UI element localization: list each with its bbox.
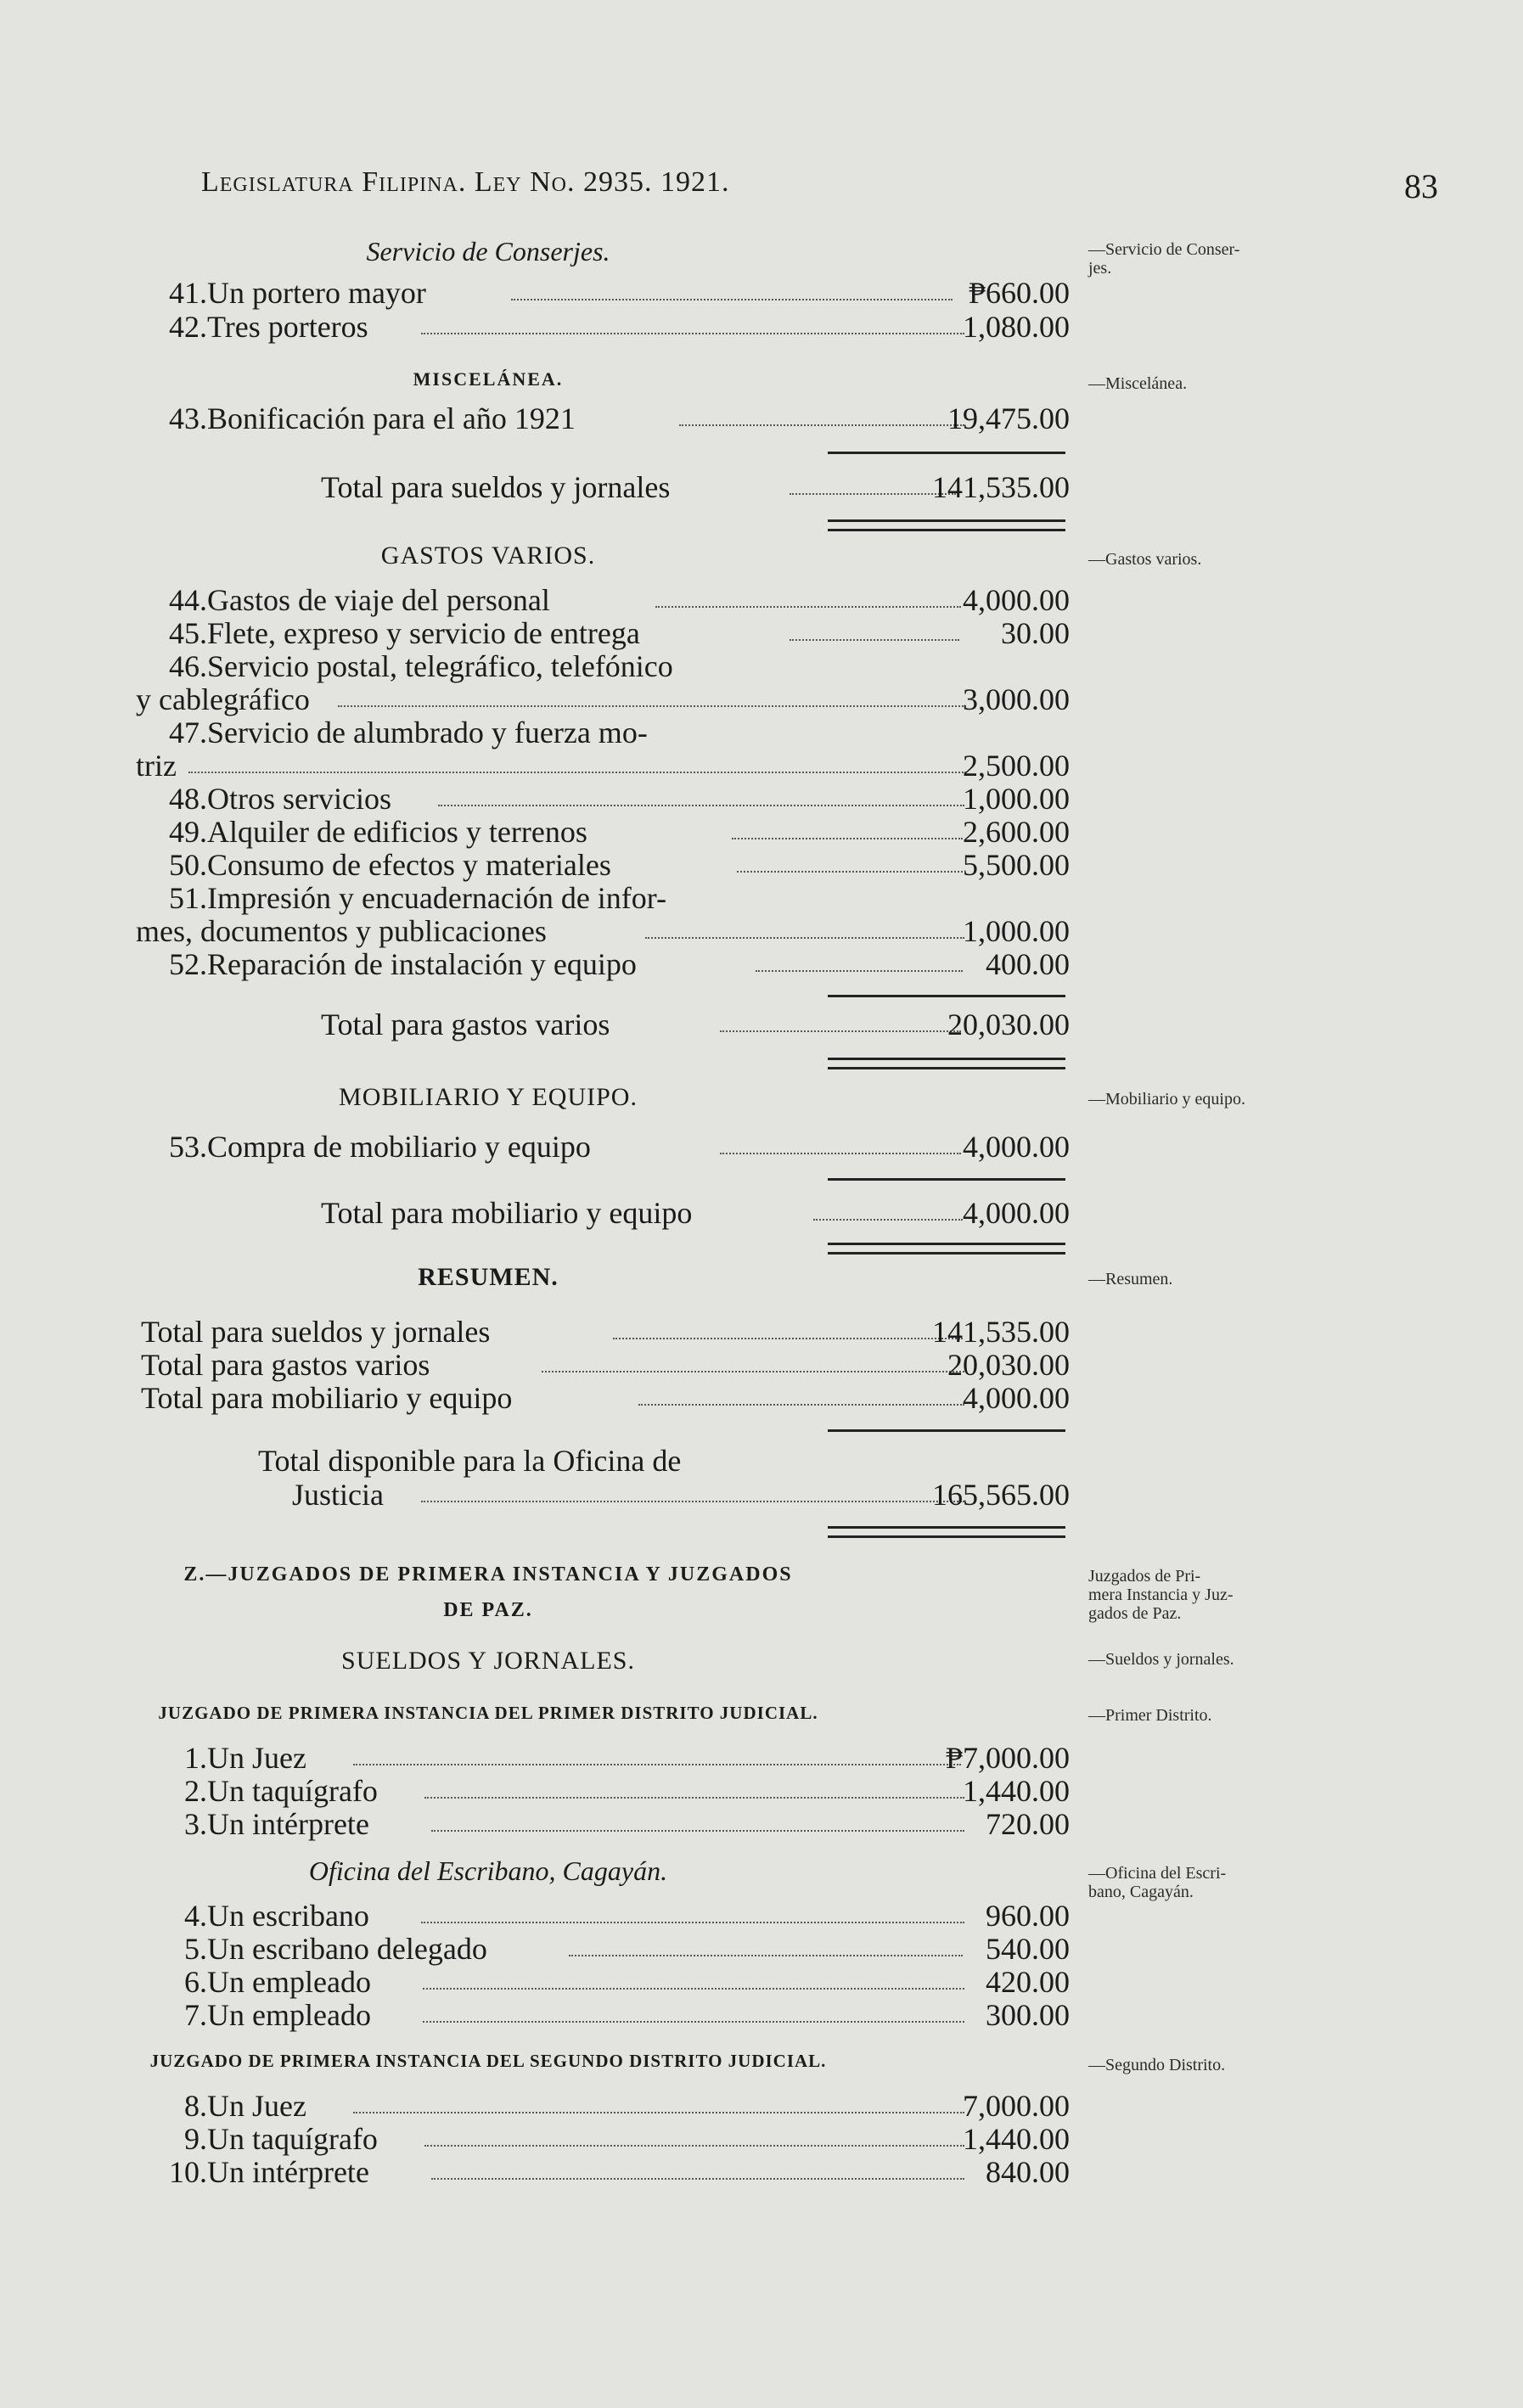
margin-note-resumen: —Resumen. — [1088, 1270, 1173, 1288]
section-title-resumen: RESUMEN. — [418, 1263, 559, 1291]
item-row-51-cont: mes, documentos y publicaciones 1,000.00 — [136, 914, 1070, 948]
item-row-44: 44. Gastos de viaje del personal 4,000.00 — [169, 583, 1070, 617]
item-row-3: 3. Un intérprete 720.00 — [184, 1807, 1070, 1841]
item-row-5: 5. Un escribano delegado 540.00 — [184, 1932, 1070, 1966]
running-header: Legislatura Filipina. Ley No. 2935. 1921. — [201, 166, 730, 198]
item-row-45: 45. Flete, expreso y servicio de entrega 30.00 — [169, 616, 1070, 650]
section-title-escribano: Oficina del Escribano, Cagayán. — [308, 1855, 668, 1886]
section-title-primer-distrito: JUZGADO DE PRIMERA INSTANCIA DEL PRIMER DISTRITO JUDICIAL. — [158, 1703, 818, 1723]
double-rule — [828, 1058, 1065, 1069]
total-row-sueldos: Total para sueldos y jornales 141,535.00 — [321, 470, 1070, 504]
page-number: 83 — [1404, 167, 1438, 205]
sum-rule — [828, 452, 1065, 454]
item-row-47-cont: triz 2,500.00 — [136, 749, 1070, 783]
item-row-52: 52. Reparación de instalación y equipo 400.00 — [169, 947, 1070, 981]
margin-note-sueldos: —Sueldos y jornales. — [1088, 1650, 1234, 1669]
resumen-row-mobiliario: Total para mobiliario y equipo 4,000.00 — [141, 1381, 1070, 1415]
section-title-miscelanea: MISCELÁNEA. — [413, 368, 564, 390]
section-title-juzgados-1: Z.—JUZGADOS DE PRIMERA INSTANCIA Y JUZGADOS — [183, 1563, 793, 1586]
item-row-10: 10. Un intérprete 840.00 — [169, 2155, 1070, 2189]
section-title-conserjes: Servicio de Conserjes. — [366, 236, 610, 267]
margin-note-conserjes: —Servicio de Conser- jes. — [1088, 240, 1240, 278]
total-row-mobiliario: Total para mobiliario y equipo 4,000.00 — [321, 1196, 1070, 1230]
item-row-6: 6. Un empleado 420.00 — [184, 1965, 1070, 1999]
item-row-1: 1. Un Juez ₱7,000.00 — [184, 1741, 1070, 1775]
item-row-51: 51. Impresión y encuadernación de infor- — [169, 881, 667, 915]
resumen-row-sueldos: Total para sueldos y jornales 141,535.00 — [141, 1315, 1070, 1349]
sum-rule — [828, 1429, 1065, 1432]
item-row-4: 4. Un escribano 960.00 — [184, 1899, 1070, 1933]
item-row-41: 41. Un portero mayor ₱660.00 — [169, 276, 1070, 310]
item-row-2: 2. Un taquígrafo 1,440.00 — [184, 1774, 1070, 1808]
item-row-9: 9. Un taquígrafo 1,440.00 — [184, 2122, 1070, 2156]
grand-total-line-2: Justicia 165,565.00 — [292, 1478, 1070, 1512]
item-row-49: 49. Alquiler de edificios y terrenos 2,600.00 — [169, 815, 1070, 849]
section-title-mobiliario: MOBILIARIO Y EQUIPO. — [339, 1083, 638, 1111]
item-row-50: 50. Consumo de efectos y materiales 5,500.00 — [169, 848, 1070, 882]
grand-total-line-1: Total disponible para la Oficina de — [258, 1444, 682, 1478]
double-rule — [828, 519, 1065, 531]
margin-note-juzgados: Juzgados de Pri- mera Instancia y Juz- gados de Paz. — [1088, 1567, 1234, 1623]
sum-rule — [828, 1178, 1065, 1181]
margin-note-mobiliario: —Mobiliario y equipo. — [1088, 1090, 1245, 1109]
total-row-gastos: Total para gastos varios 20,030.00 — [321, 1008, 1070, 1041]
section-title-juzgados-2: DE PAZ. — [443, 1599, 533, 1621]
margin-note-miscelanea: —Miscelánea. — [1088, 374, 1188, 393]
margin-note-primer: —Primer Distrito. — [1088, 1706, 1212, 1725]
section-title-segundo-distrito: JUZGADO DE PRIMERA INSTANCIA DEL SEGUNDO DISTRITO JUDICIAL. — [149, 2051, 827, 2071]
item-row-47: 47. Servicio de alumbrado y fuerza mo- — [169, 716, 648, 749]
section-title-gastos: GASTOS VARIOS. — [380, 542, 596, 570]
double-rule — [828, 1243, 1065, 1255]
item-row-46: 46. Servicio postal, telegráfico, telefónico — [169, 649, 673, 683]
item-row-8: 8. Un Juez 7,000.00 — [184, 2089, 1070, 2123]
item-row-7: 7. Un empleado 300.00 — [184, 1998, 1070, 2032]
resumen-row-gastos: Total para gastos varios 20,030.00 — [141, 1348, 1070, 1382]
item-row-46-cont: y cablegráfico 3,000.00 — [136, 682, 1070, 716]
item-row-53: 53. Compra de mobiliario y equipo 4,000.00 — [169, 1130, 1070, 1164]
item-row-43: 43. Bonificación para el año 1921 19,475.00 — [169, 401, 1070, 435]
sum-rule — [828, 995, 1065, 997]
item-row-42: 42. Tres porteros 1,080.00 — [169, 310, 1070, 344]
margin-note-gastos: —Gastos varios. — [1088, 550, 1202, 569]
margin-note-escribano: —Oficina del Escri- bano, Cagayán. — [1088, 1864, 1227, 1901]
section-title-sueldos: SUELDOS Y JORNALES. — [341, 1647, 635, 1675]
item-row-48: 48. Otros servicios 1,000.00 — [169, 782, 1070, 816]
margin-note-segundo: —Segundo Distrito. — [1088, 2056, 1226, 2074]
double-rule — [828, 1526, 1065, 1538]
